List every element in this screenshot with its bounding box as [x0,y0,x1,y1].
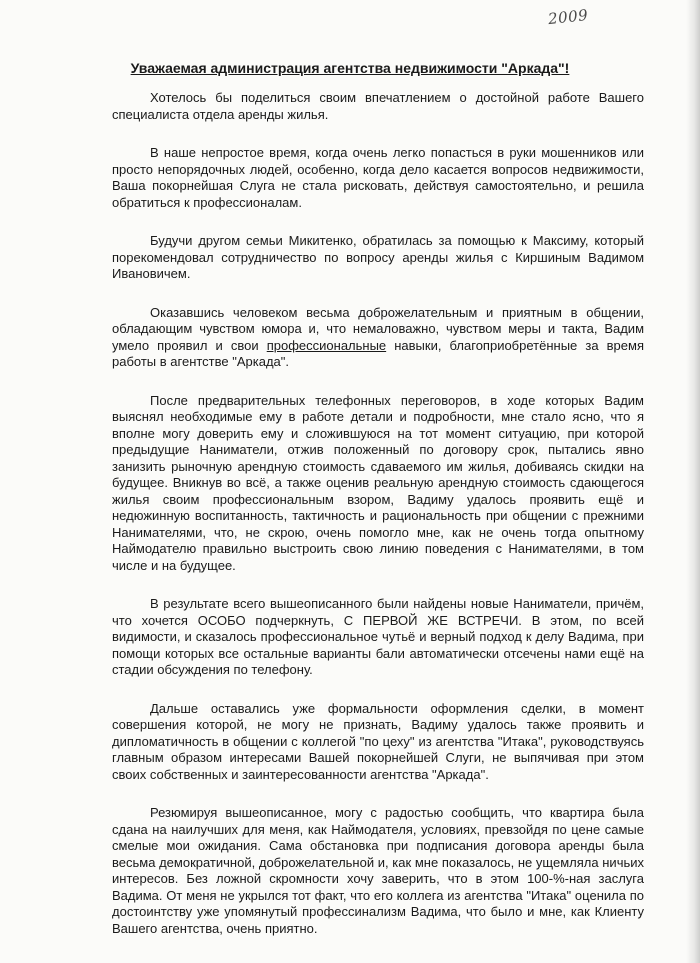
paragraph-3: Будучи другом семьи Микитенко, обратилась за помощью к Максиму, который порекомендовал сотрудничество по вопросу аренды жилья с Киршиным Вадимом Ивановичем. [112,233,644,281]
paragraph-1: Хотелось бы поделиться своим впечатлением о достойной работе Вашего специалиста отдела аренды жилья. [112,90,644,122]
paragraph-4-underlined-word: профессиональные [266,337,387,353]
paragraph-2: В наше непростое время, когда очень легко попасться в руки мошенников или просто непорядочных людей, особенно, когда дело касается вопросов недвижимости, Ваша покорнейшая Слуга не стала рисковать, действуя самостоятельно, и решила обратиться к профессионалам. [112,145,644,210]
handwritten-year-note: 2009 [547,5,590,29]
paragraph-8: Резюмируя вышеописанное, могу с радостью сообщить, что квартира была сдана на наилучших для меня, как Наймодателя, условиях, превзойдя по цене самые смелые мои ожидания. Сама обстановка при подписания договора аренды была весьма демократичной, доброжелательной и, как мне показалось, не ущемляла ничьих интересов. Без ложной скромности хочу заверить, что в этом 100-%-ная заслуга Вадима. От меня не укрылся тот факт, что его коллега из агентства "Итака" оценила по достоинтству уже упомянутый профессинализм Вадима, что было и мне, как Клиенту Вашего агентства, очень приятно. [112,805,644,936]
paragraph-7: Дальше оставались уже формальности оформления сделки, в момент совершения которой, не могу не признать, Вадиму удалось также проявить и дипломатичность в общении с коллегой "по цеху" из агентства "Итака", руководствуясь главным образом интересами Вашей покорнейшей Слуги, не выпячивая при этом своих собственных и заинтересованности агентства "Аркада". [112,700,644,782]
paragraph-4-start: Оказавшись человеком весьма доброжелательным и приятным в общении, обладающим чувством юмора и, что немаловажно, чувством меры и такта, Вадим умело проявил и свои [112,304,644,353]
paragraph-5: После предварительных телефонных переговоров, в ходе которых Вадим выяснял необходимые ему в работе детали и подробности, мне стало ясно, что я вполне могу доверить ему и сложившуюся на тот момент ситуацию, при которой предыдущие Наниматели, отжив положенный по договору срок, пытались явно занизить рыночную арендную стоимость сдаваемого им жилья, добиваясь скидки на будущее. Вникнув во всё, а также оценив реальную арендную стоимость сдающегося жилья своим профессиональным взором, Вадиму удалось проявить ещё и недюжинную воспитанность, тактичность и рациональность при общении с прежними Нанимателями, что, не скрою, очень помогло мне, как не очень тогда опытному Наймодателю правильно выстроить свою линию поведения с Нанимателями, в том числе и на будущее. [112,392,644,573]
paragraph-4 [112,305,644,371]
letter-body [112,90,644,959]
paragraph-6: В результате всего вышеописанного были найдены новые Наниматели, причём, что хочется ОСОБО подчеркнуть, С ПЕРВОЙ ЖЕ ВСТРЕЧИ. В этом, по всей видимости, и сказалось профессиональное чутьё и верный подход к делу Вадима, при помощи которых все остальные варианты бали автоматически отсечены нами ещё на стадии обсуждения по телефону. [112,596,644,677]
scan-edge-shadow [686,0,700,963]
paragraph-4-end: навыки, благоприобретённые за время работы в агентстве "Аркада". [112,337,644,369]
letter-title: Уважаемая администрация агентства недвижимости "Аркада"! [130,60,570,76]
